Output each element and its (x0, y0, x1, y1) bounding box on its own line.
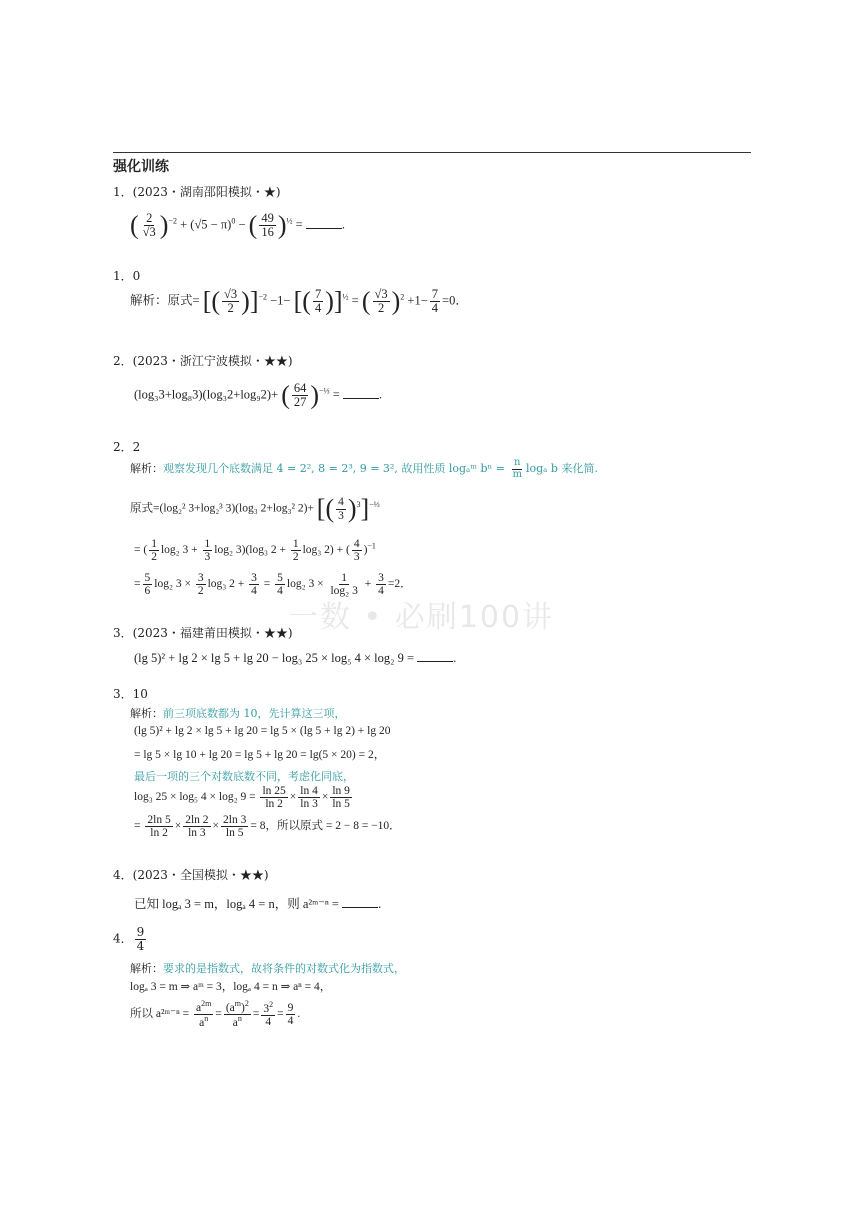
analysis-4-text: 要求的是指数式，故将条件的对数式化为指数式， (163, 962, 405, 975)
problem-3-expression: (lg 5)² + lg 2 × lg 5 + lg 20 − log₃ 25 × log₅ 4 × log₂ 9 = . (134, 651, 457, 665)
analysis-1-result: =0． (442, 293, 468, 308)
section-title: 强化训练 (113, 159, 169, 175)
problem-1-label: 1．(2023・湖南邵阳模拟・★) (113, 185, 281, 199)
analysis-2-line1-text: 原式=(log₂² 3+log₂³ 3)(log₃ 2+log₃² 2)+ (130, 502, 314, 515)
problem-4-label: 4．(2023・全国模拟・★★) (113, 868, 269, 882)
analysis-3-line1: (lg 5)² + lg 2 × lg 5 + lg 20 = lg 5 × (lg 5 + lg 2) + lg 20 (134, 725, 391, 737)
answer-3: 3．10 (113, 687, 148, 701)
problem-2-expression: (log₃3+log₈3)(log₃2+log₉2)+ ( $\frac{64}{27}$ )$^{-\frac{1}{3}}$ = . (134, 380, 383, 410)
analysis-2-intro: 解析：观察发现几个底数满足 4 = 2², 8 = 2³, 9 = 3², 故用性质 logₐᵐ bⁿ = $\frac{n}{m}$ logₐ b 来化简. (130, 457, 598, 480)
analysis-4-line2-text: 所以 a²ᵐ⁻ⁿ = (130, 1008, 190, 1021)
analysis-1-tail: +1− (407, 293, 428, 308)
analysis-4-line1: logₐ 3 = m ⇒ aᵐ = 3，logₐ 4 = n ⇒ aⁿ = 4， (130, 981, 332, 993)
analysis-2-line1: 原式=(log₂² 3+log₂³ 3)(log₃ 2+log₃² 2)+ [( $\frac{4}{3}$ )$^3$]$^{-\frac{1}{3}}$ (130, 494, 380, 523)
analysis-4-intro (130, 960, 405, 976)
problem-4-expression: 已知 logₐ 3 = m，logₐ 4 = n，则 a²ᵐ⁻ⁿ = . (134, 897, 382, 911)
analysis-3-intro (130, 705, 346, 721)
problem-2-expr: (log₃3+log₈3)(log₃2+log₉2)+ (134, 387, 279, 402)
problem-4-expr: 已知 logₐ 3 = m，logₐ 4 = n，则 a²ᵐ⁻ⁿ = (134, 897, 343, 911)
analysis-2-line3: = $\frac{5}{6}$ log₂ 3 × $\frac{3}{2}$ log₃ 2 + $\frac{3}{4}$ = $\frac{5}{4}$ log₂ 3 × $\frac{1}{\text{log₂ 3}}$ + $\frac{3}{4}$ =2． (134, 572, 412, 598)
header-rule (113, 152, 751, 153)
analysis-2-text-tail: logₐ b 来化简. (525, 462, 598, 475)
watermark: 一数 • 必刷100讲 (288, 600, 555, 635)
analysis-4-line2: 所以 a²ᵐ⁻ⁿ = $\frac{a^{2m}}{a^n}$ = $\frac{(a^m)^2}{a^n}$ = $\frac{3^2}{4}$ = $\frac{9}{4}$ . (130, 999, 301, 1029)
analysis-3-line2: = lg 5 × lg 10 + lg 20 = lg 5 + lg 20 = lg(5 × 20) = 2， (134, 749, 386, 761)
analysis-2-text: 观察发现几个底数满足 4 = 2², 8 = 2³, 9 = 3², 故用性质 logₐᵐ bⁿ = (163, 462, 509, 475)
analysis-3-line5: = $\frac{2\ln 5}{\ln 2}$ × $\frac{2\ln 2}{\ln 3}$ × $\frac{2\ln 3}{\ln 5}$ = 8，所以原式 = 2 − 8 = −10． (134, 814, 401, 840)
analysis-1-text: 原式= (167, 293, 200, 308)
analysis-2-line3-tail: =2． (387, 578, 412, 591)
problem-3-expr: (lg 5)² + lg 2 × lg 5 + lg 20 − log₃ 25 × log₅ 4 × log₂ 9 = (134, 651, 418, 665)
answer-2: 2．2 (113, 440, 141, 454)
answer-1: 1．0 (113, 269, 141, 283)
answer-4: 4． $\frac{9}{4}$ (113, 925, 145, 953)
analysis-1-label: 解析： (130, 293, 168, 308)
analysis-3-line3: 最后一项的三个对数底数不同，考虑化同底， (134, 770, 354, 783)
analysis-1: 解析：原式= [( $\frac{√3}{2}$ )]$^{-2}$ −1− [( $\frac{7}{4}$ )]$^{\frac{1}{2}}$ = ( $\frac{√3}{2}$ )$^2$ +1− $\frac{7}{4}$ =0． (130, 286, 468, 316)
problem-3-label: 3．(2023・福建莆田模拟・★★) (113, 626, 293, 640)
answer-4-label: 4． (113, 931, 133, 946)
analysis-3-line5-tail: = 8，所以原式 = 2 − 8 = −10． (250, 820, 401, 833)
analysis-2-label: 解析： (130, 462, 163, 475)
analysis-2-line3-eq: = (134, 578, 141, 591)
analysis-3-text: 前三项底数都为 10，先计算这三项， (163, 707, 346, 720)
problem-2-label: 2．(2023・浙江宁波模拟・★★) (113, 354, 293, 368)
analysis-4-label: 解析： (130, 962, 163, 975)
analysis-3-line4-text: log₃ 25 × log₅ 4 × log₂ 9 = (134, 791, 256, 804)
analysis-3-label: 解析： (130, 707, 163, 720)
analysis-3-line4: log₃ 25 × log₅ 4 × log₂ 9 = $\frac{\ln 25}{\ln 2}$ × $\frac{\ln 4}{\ln 3}$ × $\frac{\ln 9}{\ln 5}$ (134, 785, 350, 811)
analysis-2-line2: = ( $\frac{1}{2}$ log₂ 3 + $\frac{1}{3}$ log₂ 3)(log₃ 2 + $\frac{1}{2}$ log₃ 2) + ( $\frac{4}{3}$ )$^{-1}$ (134, 538, 376, 564)
problem-1-expression: ( $\frac{2}{√3}$ )$^{-2} + (√5 - \pi)^0$ − ( $\frac{49}{16}$ )$^{\frac{1}{2}}$ = . (130, 210, 345, 240)
